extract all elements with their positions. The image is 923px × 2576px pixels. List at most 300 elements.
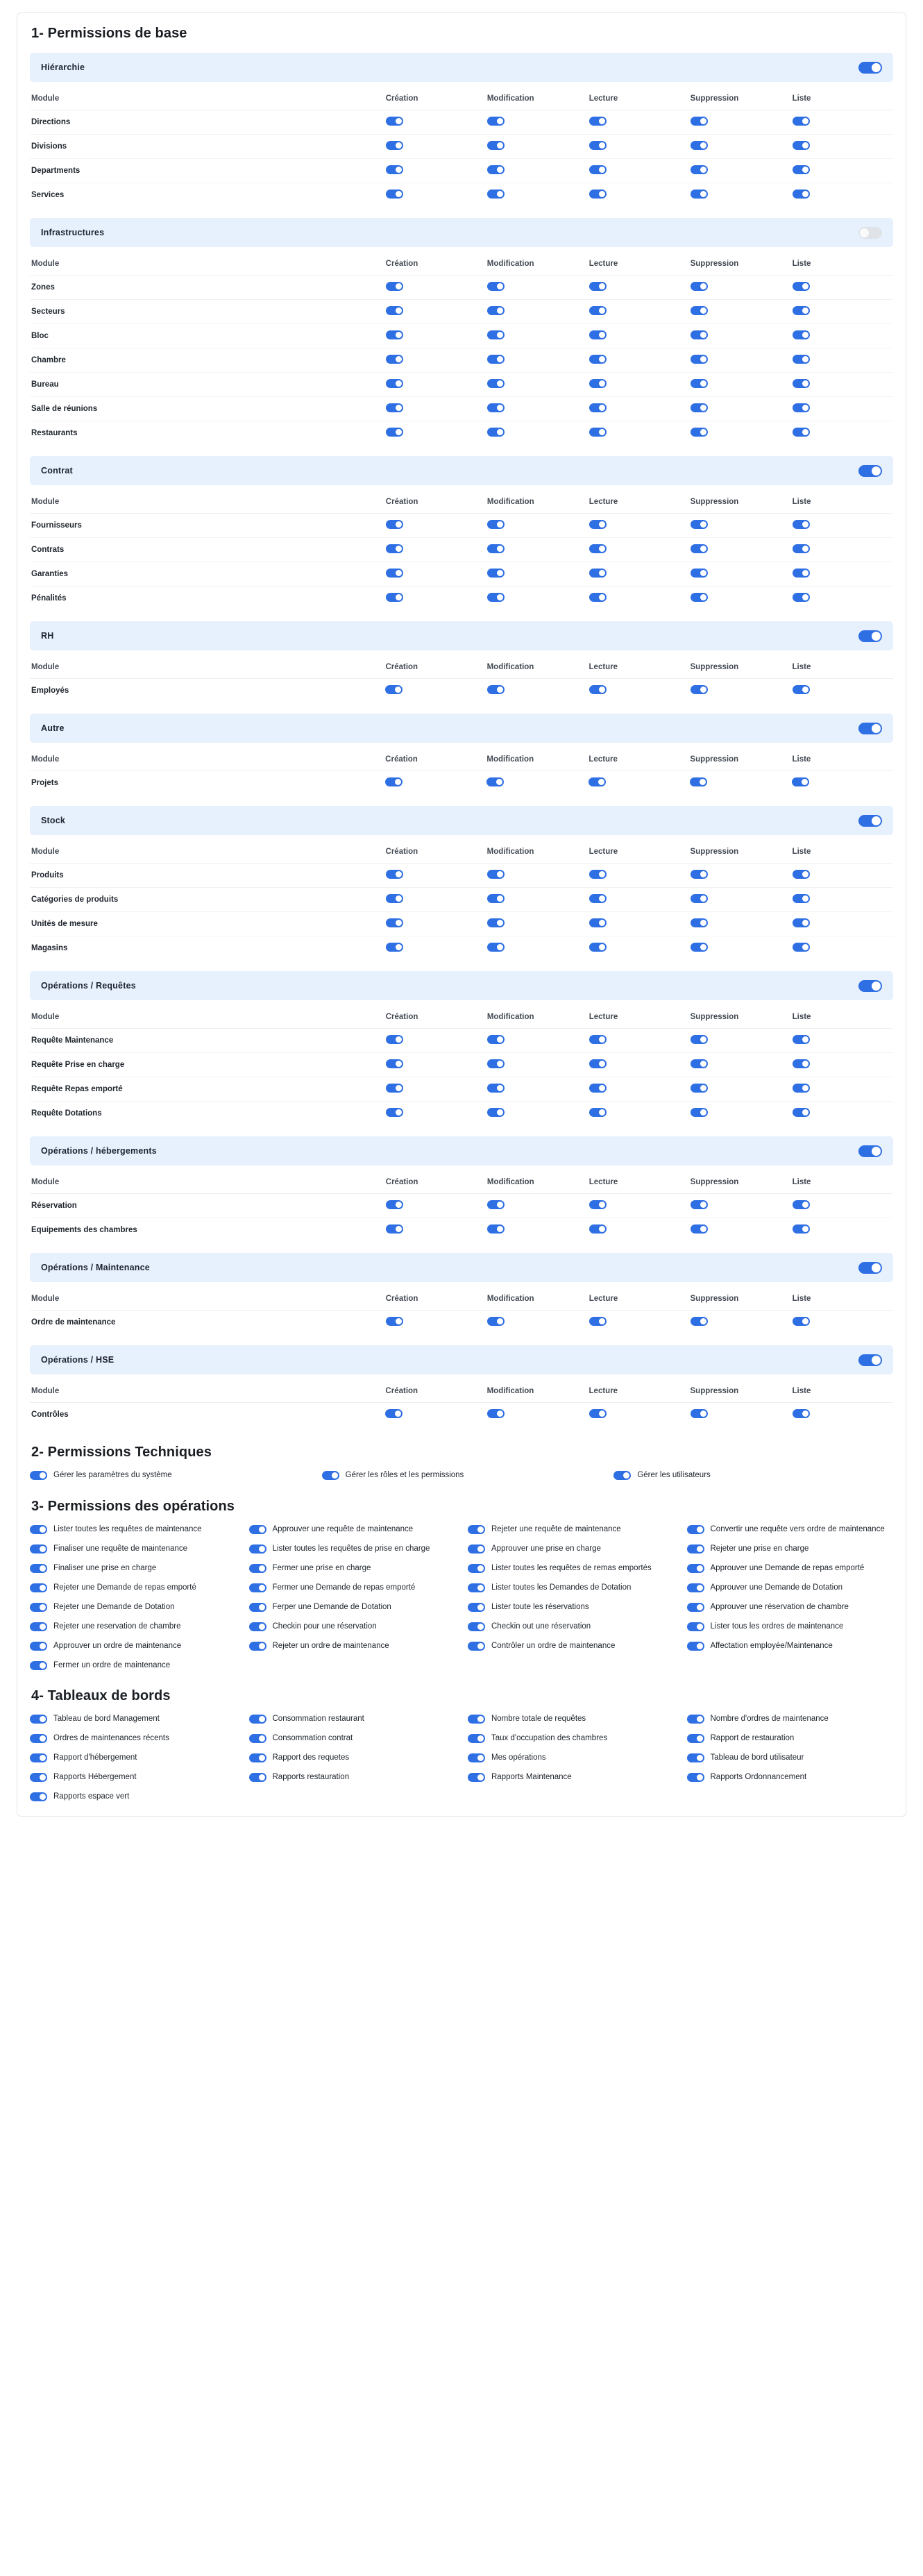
toggle-reservation-suppression[interactable] — [691, 1200, 708, 1209]
toggle-rejeter-une-prise-en-charge[interactable] — [687, 1544, 704, 1554]
dashboard-option-rapports-espace-vert[interactable] — [30, 1792, 237, 1802]
toggle-produits-lecture[interactable] — [589, 870, 607, 879]
toggle-contrats-suppression[interactable] — [691, 544, 708, 553]
permission-cell — [487, 110, 589, 135]
toggle-restaurants-suppression[interactable] — [691, 428, 708, 437]
operation-option-approuver-une-demande-de-dotation[interactable] — [687, 1583, 894, 1593]
group-toggle-stock[interactable] — [858, 815, 882, 827]
toggle-affectation-employee-maintenance[interactable] — [687, 1642, 704, 1651]
toggle-fournisseurs-creation[interactable] — [386, 520, 403, 529]
toggle-magasins-liste[interactable] — [793, 943, 810, 952]
operation-option-lister-toutes-les-requetes-de-maintenance[interactable] — [30, 1524, 237, 1535]
dashboard-option-tableau-de-bord-utilisateur[interactable] — [687, 1753, 894, 1763]
toggle-tableau-de-bord-utilisateur[interactable] — [687, 1753, 704, 1762]
toggle-approuver-une-requete-de-maintenance[interactable] — [249, 1525, 266, 1534]
toggle-requete-dotations-modification[interactable] — [487, 1108, 505, 1117]
toggle-categories-de-produits-suppression[interactable] — [691, 894, 708, 903]
permission-cell — [487, 538, 589, 562]
permission-cell — [386, 183, 487, 208]
permission-cell — [691, 110, 793, 135]
toggle-categories-de-produits-modification[interactable] — [487, 894, 505, 903]
toggle-penalites-suppression[interactable] — [691, 593, 708, 602]
toggle-bureau-suppression[interactable] — [691, 379, 708, 388]
toggle-controles-modification[interactable] — [487, 1409, 505, 1418]
option-label: Approuver une Demande de Dotation — [710, 1583, 843, 1592]
toggle-restaurants-modification[interactable] — [487, 428, 505, 437]
toggle-rejeter-une-reservation-de-chambre[interactable] — [30, 1622, 47, 1631]
permissions-card — [17, 12, 906, 1817]
toggle-bureau-creation[interactable] — [386, 379, 403, 388]
toggle-restaurants-lecture[interactable] — [589, 428, 607, 437]
toggle-categories-de-produits-creation[interactable] — [386, 894, 403, 903]
toggle-fournisseurs-suppression[interactable] — [691, 520, 708, 529]
dashboard-option-rapport-de-restauration[interactable] — [687, 1733, 894, 1744]
toggle-salle-de-reunions-creation[interactable] — [386, 403, 403, 412]
toggle-divisions-lecture[interactable] — [589, 141, 607, 150]
toggle-ferper-une-demande-de-dotation[interactable] — [249, 1603, 266, 1612]
toggle-garanties-modification[interactable] — [487, 569, 505, 578]
toggle-unites-de-mesure-modification[interactable] — [487, 918, 505, 927]
operation-option-fermer-une-prise-en-charge[interactable] — [249, 1563, 456, 1574]
toggle-services-lecture[interactable] — [589, 190, 607, 199]
toggle-zones-creation[interactable] — [386, 282, 403, 291]
toggle-divisions-creation[interactable] — [386, 141, 403, 150]
column-header-modification: Modification — [487, 1285, 589, 1311]
toggle-unites-de-mesure-lecture[interactable] — [589, 918, 607, 927]
permission-cell — [486, 771, 588, 795]
toggle-unites-de-mesure-suppression[interactable] — [691, 918, 708, 927]
operation-option-fermer-une-demande-de-repas-emporte[interactable] — [249, 1583, 456, 1593]
toggle-departments-liste[interactable] — [793, 165, 810, 174]
toggle-requete-repas-emporte-lecture[interactable] — [589, 1084, 607, 1093]
toggle-directions-suppression[interactable] — [691, 117, 708, 126]
toggle-convertir-une-requete-vers-ordre-de-maintenance[interactable] — [687, 1525, 704, 1534]
column-header-lecture: Lecture — [589, 85, 691, 110]
toggle-ordres-de-maintenances-recents[interactable] — [30, 1734, 47, 1743]
option-label: Rapports espace vert — [53, 1792, 130, 1801]
option-label: Fermer un ordre de maintenance — [53, 1660, 171, 1669]
toggle-unites-de-mesure-creation[interactable] — [386, 918, 403, 927]
toggle-requete-maintenance-liste[interactable] — [793, 1035, 810, 1044]
toggle-divisions-modification[interactable] — [487, 141, 505, 150]
operation-option-rejeter-une-prise-en-charge[interactable] — [687, 1544, 894, 1554]
dashboard-option-ordres-de-maintenances-recents[interactable] — [30, 1733, 237, 1744]
toggle-departments-lecture[interactable] — [589, 165, 607, 174]
toggle-contrats-creation[interactable] — [386, 544, 403, 553]
permission-cell — [793, 110, 893, 135]
group-header-infrastructures — [30, 218, 893, 247]
permission-cell — [589, 1218, 691, 1243]
operation-option-rejeter-une-requete-de-maintenance[interactable] — [468, 1524, 675, 1535]
toggle-bureau-liste[interactable] — [793, 379, 810, 388]
toggle-equipements-des-chambres-lecture[interactable] — [589, 1224, 607, 1234]
operation-option-approuver-une-reservation-de-chambre[interactable] — [687, 1602, 894, 1613]
toggle-rejeter-un-ordre-de-maintenance[interactable] — [249, 1642, 266, 1651]
module-name: Bloc — [30, 324, 386, 348]
option-label: Rapports Maintenance — [491, 1773, 572, 1782]
permission-cell — [793, 135, 893, 159]
toggle-rapports-maintenance[interactable] — [468, 1773, 485, 1782]
operation-option-lister-toutes-les-requetes-de-prise-en-charge[interactable] — [249, 1544, 456, 1554]
toggle-checkin-out-une-reservation[interactable] — [468, 1622, 485, 1631]
toggle-requete-prise-en-charge-modification[interactable] — [487, 1059, 505, 1068]
toggle-reservation-modification[interactable] — [487, 1200, 505, 1209]
operation-option-controler-un-ordre-de-maintenance[interactable] — [468, 1641, 675, 1651]
dashboard-option-rapport-des-requetes[interactable] — [249, 1753, 456, 1763]
group-toggle-hierarchie[interactable] — [858, 62, 882, 74]
toggle-garanties-lecture[interactable] — [589, 569, 607, 578]
toggle-lister-toutes-les-requetes-de-maintenance[interactable] — [30, 1525, 47, 1534]
toggle-magasins-suppression[interactable] — [691, 943, 708, 952]
toggle-requete-repas-emporte-creation[interactable] — [386, 1084, 403, 1093]
table-header-row — [30, 838, 893, 864]
toggle-bloc-liste[interactable] — [793, 330, 810, 339]
option-label: Checkin pour une réservation — [272, 1622, 377, 1631]
toggle-approuver-une-reservation-de-chambre[interactable] — [687, 1603, 704, 1612]
dashboards-options-grid — [30, 1714, 893, 1802]
operation-option-approuver-un-ordre-de-maintenance[interactable] — [30, 1641, 237, 1651]
toggle-bloc-lecture[interactable] — [589, 330, 607, 339]
toggle-controles-lecture[interactable] — [589, 1409, 607, 1418]
toggle-unites-de-mesure-liste[interactable] — [793, 918, 810, 927]
table-header-row — [30, 488, 893, 514]
module-name: Produits — [30, 864, 386, 888]
toggle-restaurants-creation[interactable] — [386, 428, 403, 437]
operation-option-affectation-employee-maintenance[interactable] — [687, 1641, 894, 1651]
toggle-nombre-totale-de-requetes[interactable] — [468, 1715, 485, 1724]
option-label: Approuver une prise en charge — [491, 1544, 601, 1553]
operation-option-finaliser-une-requete-de-maintenance[interactable] — [30, 1544, 237, 1554]
toggle-services-creation[interactable] — [386, 190, 403, 199]
operation-option-finaliser-une-prise-en-charge[interactable] — [30, 1563, 237, 1574]
technical-option-gerer-les-utilisateurs[interactable] — [613, 1470, 893, 1481]
toggle-employes-lecture[interactable] — [589, 685, 607, 694]
operation-option-rejeter-une-demande-de-repas-emporte[interactable] — [30, 1583, 237, 1593]
column-header-suppression: Suppression — [691, 250, 793, 276]
toggle-reservation-liste[interactable] — [793, 1200, 810, 1209]
toggle-rapports-hebergement[interactable] — [30, 1773, 47, 1782]
group-toggle-autre[interactable] — [858, 723, 882, 734]
toggle-requete-dotations-suppression[interactable] — [691, 1108, 708, 1117]
toggle-checkin-pour-une-reservation[interactable] — [249, 1622, 266, 1631]
operation-option-fermer-un-ordre-de-maintenance[interactable] — [30, 1660, 237, 1671]
toggle-equipements-des-chambres-liste[interactable] — [793, 1224, 810, 1234]
toggle-gerer-les-utilisateurs[interactable] — [613, 1471, 631, 1480]
toggle-departments-creation[interactable] — [386, 165, 403, 174]
toggle-lister-toutes-les-demandes-de-dotation[interactable] — [468, 1583, 485, 1592]
dashboard-option-consommation-restaurant[interactable] — [249, 1714, 456, 1724]
toggle-produits-creation[interactable] — [386, 870, 403, 879]
toggle-salle-de-reunions-suppression[interactable] — [691, 403, 708, 412]
toggle-finaliser-une-prise-en-charge[interactable] — [30, 1564, 47, 1573]
group-toggle-operations-maintenance[interactable] — [858, 1262, 882, 1274]
permission-cell — [487, 1029, 589, 1053]
toggle-departments-modification[interactable] — [487, 165, 505, 174]
permission-cell — [793, 1029, 893, 1053]
toggle-rapport-des-requetes[interactable] — [249, 1753, 266, 1762]
toggle-rejeter-une-demande-de-dotation[interactable] — [30, 1603, 47, 1612]
toggle-directions-lecture[interactable] — [589, 117, 607, 126]
group-toggle-operations-hebergements[interactable] — [858, 1145, 882, 1157]
dashboard-option-rapports-ordonnancement[interactable] — [687, 1772, 894, 1783]
toggle-ordre-de-maintenance-liste[interactable] — [793, 1317, 810, 1326]
toggle-penalites-liste[interactable] — [793, 593, 810, 602]
toggle-requete-maintenance-modification[interactable] — [487, 1035, 505, 1044]
toggle-requete-maintenance-suppression[interactable] — [691, 1035, 708, 1044]
module-name: Equipements des chambres — [31, 1226, 137, 1234]
permission-cell — [691, 1029, 793, 1053]
group-name: Opérations / hébergements — [41, 1146, 157, 1156]
permission-cell — [691, 888, 793, 912]
toggle-produits-modification[interactable] — [487, 870, 505, 879]
module-name: Unités de mesure — [30, 912, 386, 936]
toggle-projets-liste[interactable] — [792, 777, 809, 786]
toggle-produits-suppression[interactable] — [691, 870, 708, 879]
dashboard-option-rapports-hebergement[interactable] — [30, 1772, 237, 1783]
toggle-categories-de-produits-lecture[interactable] — [589, 894, 607, 903]
toggle-controles-suppression[interactable] — [691, 1409, 708, 1418]
toggle-services-suppression[interactable] — [691, 190, 708, 199]
toggle-salle-de-reunions-modification[interactable] — [487, 403, 505, 412]
toggle-rejeter-une-demande-de-repas-emporte[interactable] — [30, 1583, 47, 1592]
toggle-requete-dotations-liste[interactable] — [793, 1108, 810, 1117]
toggle-projets-creation[interactable] — [385, 777, 403, 786]
permission-table-operations-hse — [30, 1377, 893, 1426]
option-label: Gérer les rôles et les permissions — [345, 1471, 464, 1479]
toggle-chambre-creation[interactable] — [386, 355, 403, 364]
toggle-projets-lecture[interactable] — [588, 777, 606, 786]
operation-option-lister-toute-les-reservations[interactable] — [468, 1602, 675, 1613]
dashboard-option-taux-d-occupation-des-chambres[interactable] — [468, 1733, 675, 1744]
toggle-directions-creation[interactable] — [386, 117, 403, 126]
toggle-employes-liste[interactable] — [793, 685, 810, 694]
toggle-equipements-des-chambres-suppression[interactable] — [691, 1224, 708, 1234]
toggle-controles-creation[interactable] — [385, 1409, 403, 1418]
permission-cell — [589, 110, 691, 135]
toggle-requete-maintenance-lecture[interactable] — [589, 1035, 607, 1044]
toggle-services-liste[interactable] — [793, 190, 810, 199]
operation-option-checkin-out-une-reservation[interactable] — [468, 1622, 675, 1632]
toggle-projets-modification[interactable] — [486, 777, 504, 786]
operation-option-rejeter-une-demande-de-dotation[interactable] — [30, 1602, 237, 1613]
permission-cell — [691, 679, 793, 703]
toggle-lister-toutes-les-requetes-de-prise-en-charge[interactable] — [249, 1544, 266, 1554]
toggle-employes-modification[interactable] — [487, 685, 505, 694]
toggle-reservation-creation[interactable] — [386, 1200, 403, 1209]
toggle-fermer-une-demande-de-repas-emporte[interactable] — [249, 1583, 266, 1592]
toggle-tableau-de-bord-management[interactable] — [30, 1715, 47, 1724]
toggle-chambre-liste[interactable] — [793, 355, 810, 364]
toggle-magasins-creation[interactable] — [386, 943, 403, 952]
permission-cell — [793, 276, 893, 300]
toggle-magasins-lecture[interactable] — [589, 943, 607, 952]
toggle-fermer-une-prise-en-charge[interactable] — [249, 1564, 266, 1573]
toggle-equipements-des-chambres-creation[interactable] — [386, 1224, 403, 1234]
toggle-approuver-un-ordre-de-maintenance[interactable] — [30, 1642, 47, 1651]
toggle-fournisseurs-lecture[interactable] — [589, 520, 607, 529]
operation-option-lister-tous-les-ordres-de-maintenance[interactable] — [687, 1622, 894, 1632]
toggle-ordre-de-maintenance-creation[interactable] — [386, 1317, 403, 1326]
dashboard-option-mes-operations[interactable] — [468, 1753, 675, 1763]
toggle-requete-prise-en-charge-liste[interactable] — [793, 1059, 810, 1068]
permission-cell — [691, 135, 793, 159]
toggle-requete-dotations-lecture[interactable] — [589, 1108, 607, 1117]
toggle-gerer-les-roles-et-les-permissions[interactable] — [322, 1471, 339, 1480]
toggle-produits-liste[interactable] — [793, 870, 810, 879]
toggle-penalites-lecture[interactable] — [589, 593, 607, 602]
toggle-equipements-des-chambres-modification[interactable] — [487, 1224, 505, 1234]
toggle-ordre-de-maintenance-modification[interactable] — [487, 1317, 505, 1326]
permission-cell — [691, 159, 793, 183]
toggle-requete-maintenance-creation[interactable] — [386, 1035, 403, 1044]
toggle-consommation-contrat[interactable] — [249, 1734, 266, 1743]
dashboard-option-rapport-d-hebergement[interactable] — [30, 1753, 237, 1763]
toggle-garanties-liste[interactable] — [793, 569, 810, 578]
toggle-taux-d-occupation-des-chambres[interactable] — [468, 1734, 485, 1743]
toggle-secteurs-liste[interactable] — [793, 306, 810, 315]
operation-option-checkin-pour-une-reservation[interactable] — [249, 1622, 456, 1632]
toggle-secteurs-suppression[interactable] — [691, 306, 708, 315]
toggle-directions-modification[interactable] — [487, 117, 505, 126]
permission-cell — [386, 1029, 487, 1053]
toggle-ordre-de-maintenance-lecture[interactable] — [589, 1317, 607, 1326]
toggle-directions-liste[interactable] — [793, 117, 810, 126]
toggle-divisions-suppression[interactable] — [691, 141, 708, 150]
toggle-departments-suppression[interactable] — [691, 165, 708, 174]
technical-option-gerer-les-roles-et-les-permissions[interactable] — [322, 1470, 602, 1481]
toggle-requete-prise-en-charge-creation[interactable] — [386, 1059, 403, 1068]
toggle-services-modification[interactable] — [487, 190, 505, 199]
toggle-zones-modification[interactable] — [487, 282, 505, 291]
operation-option-convertir-une-requete-vers-ordre-de-maintenance[interactable] — [687, 1524, 894, 1535]
toggle-rapports-ordonnancement[interactable] — [687, 1773, 704, 1782]
group-header-rh — [30, 621, 893, 650]
toggle-bloc-suppression[interactable] — [691, 330, 708, 339]
toggle-contrats-liste[interactable] — [793, 544, 810, 553]
table-row — [30, 587, 893, 611]
toggle-requete-dotations-creation[interactable] — [386, 1108, 403, 1117]
toggle-employes-creation[interactable] — [385, 685, 403, 694]
column-header-liste: Liste — [793, 1168, 893, 1194]
toggle-approuver-une-demande-de-dotation[interactable] — [687, 1583, 704, 1592]
toggle-lister-toutes-les-requetes-de-remas-emportes[interactable] — [468, 1564, 485, 1573]
toggle-finaliser-une-requete-de-maintenance[interactable] — [30, 1544, 47, 1554]
toggle-magasins-modification[interactable] — [487, 943, 505, 952]
toggle-rapports-espace-vert[interactable] — [30, 1792, 47, 1801]
toggle-bureau-modification[interactable] — [487, 379, 505, 388]
dashboard-option-nombre-d-ordres-de-maintenance[interactable] — [687, 1714, 894, 1724]
toggle-secteurs-lecture[interactable] — [589, 306, 607, 315]
option-label: Nombre d'ordres de maintenance — [710, 1715, 829, 1724]
toggle-bloc-creation[interactable] — [386, 330, 403, 339]
operation-option-rejeter-un-ordre-de-maintenance[interactable] — [249, 1641, 456, 1651]
option-label: Rapports Hébergement — [53, 1773, 137, 1782]
technical-option-gerer-les-parametres-du-systeme[interactable] — [30, 1470, 310, 1481]
toggle-rapports-restauration[interactable] — [249, 1773, 266, 1782]
toggle-contrats-modification[interactable] — [487, 544, 505, 553]
toggle-rapport-d-hebergement[interactable] — [30, 1753, 47, 1762]
toggle-requete-repas-emporte-suppression[interactable] — [691, 1084, 708, 1093]
toggle-zones-suppression[interactable] — [691, 282, 708, 291]
toggle-contrats-lecture[interactable] — [589, 544, 607, 553]
toggle-requete-prise-en-charge-suppression[interactable] — [691, 1059, 708, 1068]
dashboard-option-nombre-totale-de-requetes[interactable] — [468, 1714, 675, 1724]
toggle-categories-de-produits-liste[interactable] — [793, 894, 810, 903]
group-toggle-contrat[interactable] — [858, 465, 882, 477]
toggle-approuver-une-prise-en-charge[interactable] — [468, 1544, 485, 1554]
toggle-salle-de-reunions-lecture[interactable] — [589, 403, 607, 412]
toggle-employes-suppression[interactable] — [691, 685, 708, 694]
toggle-secteurs-creation[interactable] — [386, 306, 403, 315]
toggle-controles-liste[interactable] — [793, 1409, 810, 1418]
toggle-penalites-modification[interactable] — [487, 593, 505, 602]
operation-option-approuver-une-prise-en-charge[interactable] — [468, 1544, 675, 1554]
toggle-lister-tous-les-ordres-de-maintenance[interactable] — [687, 1622, 704, 1631]
toggle-bloc-modification[interactable] — [487, 330, 505, 339]
operation-option-ferper-une-demande-de-dotation[interactable] — [249, 1602, 456, 1613]
toggle-lister-toute-les-reservations[interactable] — [468, 1603, 485, 1612]
toggle-gerer-les-parametres-du-systeme[interactable] — [30, 1471, 47, 1480]
group-toggle-infrastructures[interactable] — [858, 227, 882, 239]
toggle-controler-un-ordre-de-maintenance[interactable] — [468, 1642, 485, 1651]
operation-option-approuver-une-requete-de-maintenance[interactable] — [249, 1524, 456, 1535]
toggle-rejeter-une-requete-de-maintenance[interactable] — [468, 1525, 485, 1534]
toggle-chambre-suppression[interactable] — [691, 355, 708, 364]
dashboard-option-consommation-contrat[interactable] — [249, 1733, 456, 1744]
toggle-penalites-creation[interactable] — [386, 593, 403, 602]
toggle-zones-lecture[interactable] — [589, 282, 607, 291]
toggle-approuver-une-demande-de-repas-emporte[interactable] — [687, 1564, 704, 1573]
toggle-fournisseurs-modification[interactable] — [487, 520, 505, 529]
toggle-consommation-restaurant[interactable] — [249, 1715, 266, 1724]
toggle-restaurants-liste[interactable] — [793, 428, 810, 437]
toggle-fournisseurs-liste[interactable] — [793, 520, 810, 529]
operation-option-approuver-une-demande-de-repas-emporte[interactable] — [687, 1563, 894, 1574]
group-toggle-operations-hse[interactable] — [858, 1354, 882, 1366]
toggle-chambre-modification[interactable] — [487, 355, 505, 364]
toggle-reservation-lecture[interactable] — [589, 1200, 607, 1209]
toggle-ordre-de-maintenance-suppression[interactable] — [691, 1317, 708, 1326]
toggle-bureau-lecture[interactable] — [589, 379, 607, 388]
option-label: Tableau de bord utilisateur — [710, 1753, 804, 1762]
toggle-garanties-creation[interactable] — [386, 569, 403, 578]
toggle-nombre-d-ordres-de-maintenance[interactable] — [687, 1715, 704, 1724]
dashboard-option-rapports-restauration[interactable] — [249, 1772, 456, 1783]
toggle-rapport-de-restauration[interactable] — [687, 1734, 704, 1743]
toggle-chambre-lecture[interactable] — [589, 355, 607, 364]
dashboard-option-rapports-maintenance[interactable] — [468, 1772, 675, 1783]
toggle-divisions-liste[interactable] — [793, 141, 810, 150]
toggle-zones-liste[interactable] — [793, 282, 810, 291]
toggle-requete-repas-emporte-modification[interactable] — [487, 1084, 505, 1093]
operation-option-rejeter-une-reservation-de-chambre[interactable] — [30, 1622, 237, 1632]
toggle-projets-suppression[interactable] — [690, 777, 707, 786]
toggle-fermer-un-ordre-de-maintenance[interactable] — [30, 1661, 47, 1670]
toggle-garanties-suppression[interactable] — [691, 569, 708, 578]
operation-option-lister-toutes-les-requetes-de-remas-emportes[interactable] — [468, 1563, 675, 1574]
group-toggle-operations-requetes[interactable] — [858, 980, 882, 992]
toggle-secteurs-modification[interactable] — [487, 306, 505, 315]
column-header-modification: Modification — [487, 1377, 589, 1403]
group-toggle-rh[interactable] — [858, 630, 882, 642]
toggle-requete-repas-emporte-liste[interactable] — [793, 1084, 810, 1093]
toggle-salle-de-reunions-liste[interactable] — [793, 403, 810, 412]
table-row — [30, 538, 893, 562]
dashboard-option-tableau-de-bord-management[interactable] — [30, 1714, 237, 1724]
toggle-mes-operations[interactable] — [468, 1753, 485, 1762]
toggle-requete-prise-en-charge-lecture[interactable] — [589, 1059, 607, 1068]
operation-option-lister-toutes-les-demandes-de-dotation[interactable] — [468, 1583, 675, 1593]
